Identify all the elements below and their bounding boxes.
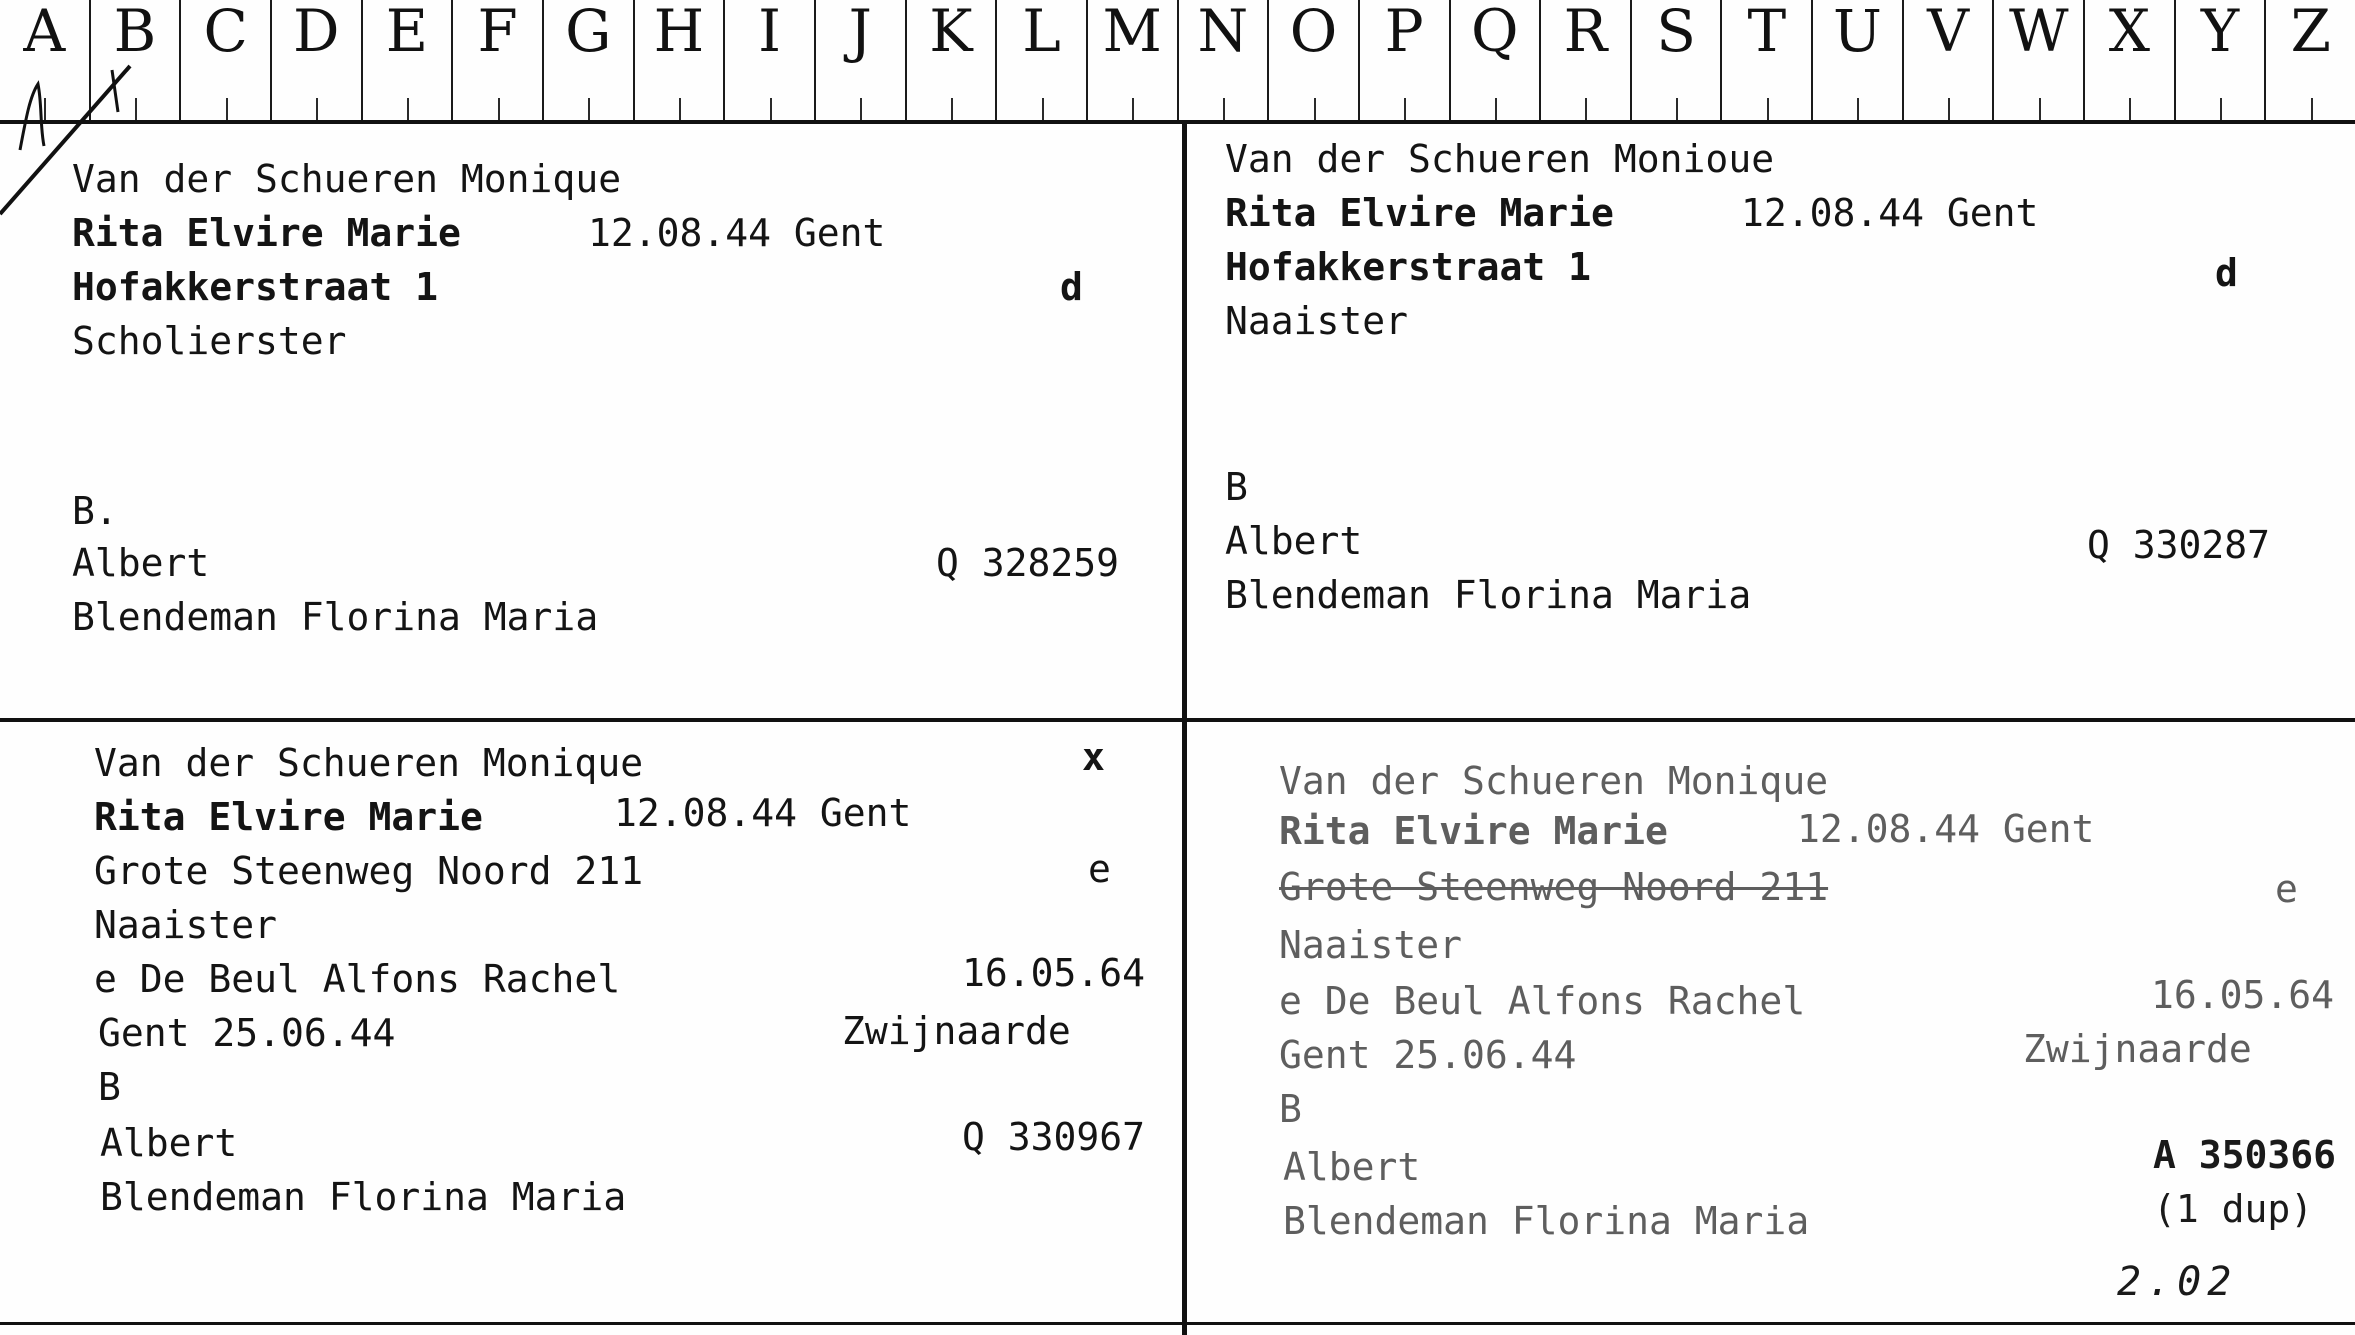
- card-surname: Van der Schueren Monique: [1279, 759, 1829, 803]
- index-tick: [1132, 98, 1134, 120]
- card-mark: x: [1082, 735, 1105, 779]
- index-tick: [770, 98, 772, 120]
- index-letter-label: C: [203, 0, 248, 65]
- index-letter-label: P: [1384, 0, 1424, 65]
- card-surname: Van der Schueren Monique: [94, 741, 644, 785]
- index-letter-label: Q: [1471, 0, 1519, 65]
- index-letter-z: [2266, 0, 2355, 120]
- index-letter-label: A: [23, 0, 66, 65]
- index-tick: [1223, 98, 1225, 120]
- index-letter-label: K: [929, 0, 973, 65]
- index-letter-x: [2085, 0, 2176, 120]
- index-letter-s: [1632, 0, 1723, 120]
- index-tick: [44, 98, 46, 120]
- card-marriage-date: 16.05.64: [2151, 973, 2335, 1017]
- index-tick: [1495, 98, 1497, 120]
- card-birth: 12.08.44 Gent: [1741, 191, 2039, 235]
- index-tick: [951, 98, 953, 120]
- card-given-names: Rita Elvire Marie: [1279, 809, 1668, 853]
- card-code: e: [2275, 867, 2298, 911]
- bottom-rule: [0, 1322, 2355, 1325]
- card-address: Hofakkerstraat 1: [72, 265, 439, 309]
- card-address-struck: Grote Steenweg Noord 211: [1279, 865, 1829, 909]
- card-birth: 12.08.44 Gent: [614, 791, 912, 835]
- index-letter-r: [1541, 0, 1632, 120]
- record-card-top-left: [0, 124, 1182, 718]
- index-letter-label: H: [653, 0, 705, 65]
- card-father-initial: B: [1279, 1087, 1302, 1131]
- index-letter-label: N: [1197, 0, 1249, 65]
- card-spouse: e De Beul Alfons Rachel: [94, 957, 621, 1001]
- card-occupation: Scholierster: [72, 319, 347, 363]
- card-occupation: Naaister: [1279, 923, 1463, 967]
- index-letter-f: [453, 0, 544, 120]
- card-number: Q 330287: [2087, 523, 2271, 567]
- index-letter-label: U: [1833, 0, 1882, 65]
- index-tick: [1404, 98, 1406, 120]
- index-letter-w: [1994, 0, 2085, 120]
- index-letter-label: I: [758, 0, 782, 65]
- index-letter-y: [2176, 0, 2267, 120]
- card-code: d: [1060, 265, 1083, 309]
- card-marriage-place: Zwijnaarde: [2023, 1027, 2252, 1071]
- card-code: d: [2215, 251, 2238, 295]
- index-letter-label: V: [1927, 0, 1970, 65]
- index-tick: [1948, 98, 1950, 120]
- card-mother: Blendeman Florina Maria: [72, 595, 599, 639]
- card-number: Q 330967: [962, 1115, 1146, 1159]
- card-given-names: Rita Elvire Marie: [94, 795, 483, 839]
- card-surname: Van der Schueren Monique: [72, 157, 622, 201]
- card-occupation: Naaister: [1225, 299, 1409, 343]
- index-tick: [226, 98, 228, 120]
- index-letter-label: S: [1656, 0, 1696, 65]
- index-letter-p: [1360, 0, 1451, 120]
- index-letter-label: F: [477, 0, 518, 65]
- index-letter-d: [272, 0, 363, 120]
- index-tick: [2039, 98, 2041, 120]
- index-letter-k: [907, 0, 998, 120]
- index-tick: [498, 98, 500, 120]
- index-letter-label: X: [2108, 0, 2151, 65]
- index-tick: [1767, 98, 1769, 120]
- card-marriage-place: Zwijnaarde: [842, 1009, 1071, 1053]
- index-tick: [2220, 98, 2222, 120]
- index-letter-u: [1813, 0, 1904, 120]
- card-given-names: Rita Elvire Marie: [1225, 191, 1614, 235]
- card-father-initial: B: [1225, 465, 1248, 509]
- index-tick: [588, 98, 590, 120]
- card-number: Q 328259: [936, 541, 1120, 585]
- card-mother: Blendeman Florina Maria: [1283, 1199, 1810, 1243]
- index-tick: [1676, 98, 1678, 120]
- card-father-name: Albert: [72, 541, 210, 585]
- index-letter-label: L: [1022, 0, 1061, 65]
- index-letter-h: [635, 0, 726, 120]
- card-mother: Blendeman Florina Maria: [100, 1175, 627, 1219]
- card-handwritten-note: 2.02: [2117, 1259, 2238, 1305]
- index-letter-t: [1722, 0, 1813, 120]
- card-occupation: Naaister: [94, 903, 278, 947]
- card-given-names: Rita Elvire Marie: [72, 211, 461, 255]
- index-letter-label: R: [1563, 0, 1608, 65]
- index-letter-j: [816, 0, 907, 120]
- index-letter-o: [1269, 0, 1360, 120]
- index-letter-label: G: [565, 0, 612, 65]
- index-tick: [135, 98, 137, 120]
- index-letter-a: [0, 0, 91, 120]
- index-letter-label: J: [848, 0, 872, 65]
- index-letter-q: [1451, 0, 1542, 120]
- card-address: Hofakkerstraat 1: [1225, 245, 1592, 289]
- index-letter-label: W: [2008, 0, 2069, 65]
- card-surname: Van der Schueren Monioue: [1225, 137, 1775, 181]
- card-birth: 12.08.44 Gent: [1797, 807, 2095, 851]
- index-letter-label: M: [1102, 0, 1162, 65]
- index-letter-label: Z: [2290, 0, 2331, 65]
- index-letter-label: D: [293, 0, 340, 65]
- index-tick: [860, 98, 862, 120]
- card-spouse-birth: Gent 25.06.44: [98, 1011, 396, 1055]
- card-father-initial: B.: [72, 489, 118, 533]
- card-father-initial: B: [98, 1065, 121, 1109]
- card-address: Grote Steenweg Noord 211: [94, 849, 644, 893]
- index-letter-b: [91, 0, 182, 120]
- index-letter-label: O: [1289, 0, 1338, 65]
- record-card-top-right: [1187, 124, 2355, 718]
- alphabet-index-strip: [0, 0, 2355, 120]
- card-code: e: [1088, 847, 1111, 891]
- card-spouse-birth: Gent 25.06.44: [1279, 1033, 1577, 1077]
- card-duplicate-note: (1 dup): [2153, 1187, 2314, 1231]
- index-tick: [316, 98, 318, 120]
- index-letter-l: [997, 0, 1088, 120]
- index-letter-e: [363, 0, 454, 120]
- index-letter-m: [1088, 0, 1179, 120]
- index-letter-label: E: [385, 0, 429, 65]
- index-letter-n: [1179, 0, 1270, 120]
- card-father-name: Albert: [1283, 1145, 1421, 1189]
- card-spouse: e De Beul Alfons Rachel: [1279, 979, 1806, 1023]
- index-letter-label: B: [113, 0, 157, 65]
- index-tick: [1042, 98, 1044, 120]
- index-tick: [1314, 98, 1316, 120]
- index-letter-v: [1904, 0, 1995, 120]
- index-letter-i: [725, 0, 816, 120]
- index-letter-label: T: [1747, 0, 1787, 65]
- index-tick: [407, 98, 409, 120]
- card-number: A 350366: [2153, 1133, 2337, 1177]
- index-tick: [679, 98, 681, 120]
- card-mother: Blendeman Florina Maria: [1225, 573, 1752, 617]
- index-letter-g: [544, 0, 635, 120]
- record-card-bottom-right: [1187, 722, 2355, 1322]
- record-card-bottom-left: [0, 722, 1182, 1322]
- index-tick: [1585, 98, 1587, 120]
- card-father-name: Albert: [1225, 519, 1363, 563]
- card-birth: 12.08.44 Gent: [588, 211, 886, 255]
- index-letter-label: Y: [2200, 0, 2240, 65]
- index-tick: [2129, 98, 2131, 120]
- index-tick: [1857, 98, 1859, 120]
- index-tick: [2311, 98, 2313, 120]
- card-father-name: Albert: [100, 1121, 238, 1165]
- index-letter-c: [181, 0, 272, 120]
- card-marriage-date: 16.05.64: [962, 951, 1146, 995]
